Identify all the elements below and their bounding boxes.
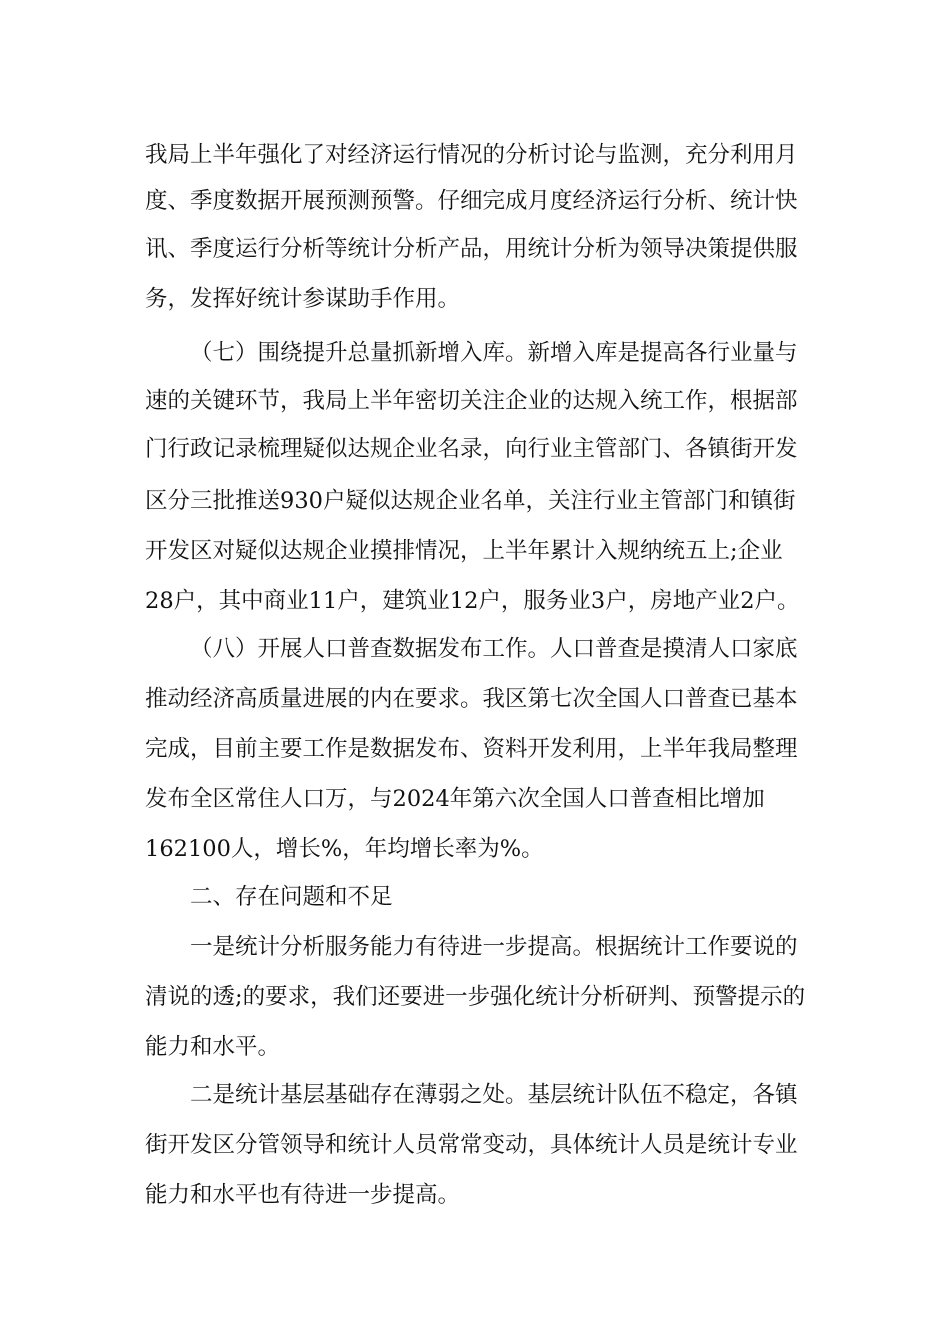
text-line: 度、季度数据开展预测预警。仔细完成月度经济运行分析、统计快: [145, 188, 798, 214]
text-line: 推动经济高质量进展的内在要求。我区第七次全国人口普查已基本: [145, 686, 798, 712]
text-line: 能力和水平。: [145, 1034, 281, 1060]
text-line: 讯、季度运行分析等统计分析产品，用统计分析为领导决策提供服: [145, 236, 798, 262]
text-line: 清说的透;的要求，我们还要进一步强化统计分析研判、预警提示的: [145, 984, 806, 1010]
text-line: 一是统计分析服务能力有待进一步提高。根据统计工作要说的: [190, 934, 798, 960]
text-line: 速的关键环节，我局上半年密切关注企业的达规入统工作，根据部: [145, 388, 798, 414]
text-line: 开发区对疑似达规企业摸排情况，上半年累计入规纳统五上;企业: [145, 538, 783, 564]
text-line: 完成，目前主要工作是数据发布、资料开发利用，上半年我局整理: [145, 736, 798, 762]
text-line: 街开发区分管领导和统计人员常常变动，具体统计人员是统计专业: [145, 1132, 798, 1158]
text-line: 区分三批推送930户疑似达规企业名单，关注行业主管部门和镇街: [145, 488, 796, 514]
text-line: 门行政记录梳理疑似达规企业名录，向行业主管部门、各镇街开发: [145, 436, 798, 462]
section-heading: 二、存在问题和不足: [190, 884, 393, 910]
text-line: 我局上半年强化了对经济运行情况的分析讨论与监测，充分利用月: [145, 142, 798, 168]
text-line: 务，发挥好统计参谋助手作用。: [145, 286, 461, 312]
text-line: 28户，其中商业11户，建筑业12户，服务业3户，房地产业2户。: [145, 588, 800, 614]
text-line: 发布全区常住人口万，与2024年第六次全国人口普查相比增加: [145, 786, 765, 812]
text-line: 能力和水平也有待进一步提高。: [145, 1182, 461, 1208]
text-line: 162100人，增长%，年均增长率为%。: [145, 836, 544, 862]
text-line: （八）开展人口普查数据发布工作。人口普查是摸清人口家底: [190, 636, 798, 662]
text-line: （七）围绕提升总量抓新增入库。新增入库是提高各行业量与: [190, 340, 798, 366]
text-line: 二是统计基层基础存在薄弱之处。基层统计队伍不稳定，各镇: [190, 1082, 798, 1108]
